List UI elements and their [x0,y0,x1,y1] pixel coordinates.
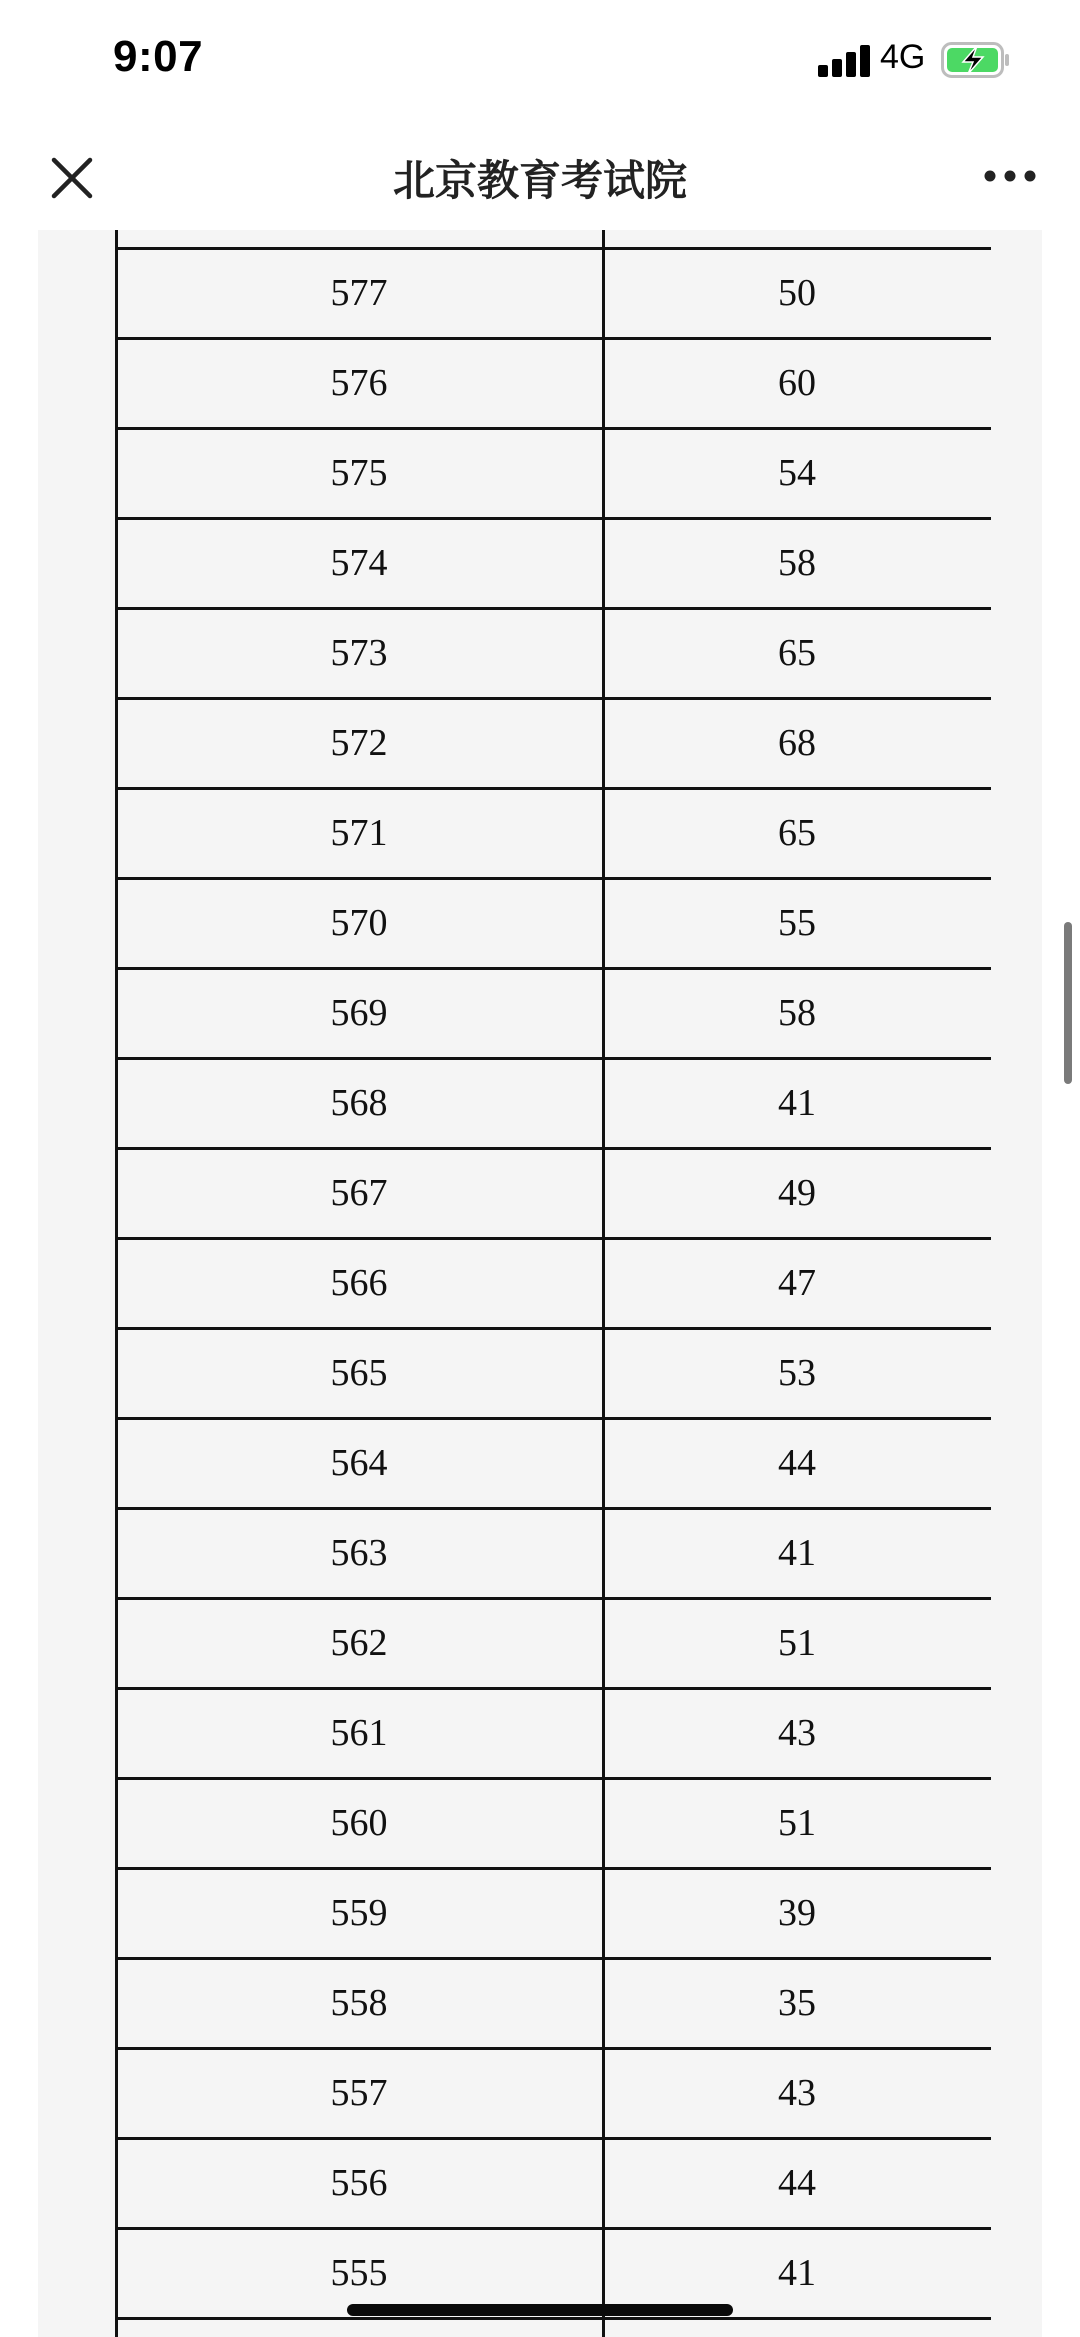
count-cell: 44 [778,1442,816,1484]
count-cell: 65 [778,632,816,674]
count-cell: 55 [778,902,816,944]
table-row [115,1960,991,2050]
score-cell: 573 [330,632,388,674]
count-cell: 68 [778,722,816,764]
table-row [115,1420,991,1510]
score-cell: 574 [330,542,388,584]
score-cell [115,230,603,247]
table-row [115,340,991,430]
table-row [115,430,991,520]
table-row [115,790,991,880]
table-row [115,1240,991,1330]
table-row [115,230,991,250]
score-cell: 567 [330,1172,388,1214]
count-cell: 41 [778,2252,816,2294]
count-cell: 51 [778,1622,816,1664]
table-row [115,1060,991,1150]
score-cell: 568 [330,1082,388,1124]
score-cell: 571 [330,812,388,854]
count-cell [603,230,991,247]
score-cell: 576 [330,362,388,404]
count-cell: 39 [778,1892,816,1934]
table-row [115,880,991,970]
page-title: 北京教育考试院 [392,156,687,205]
count-cell: 54 [778,452,816,494]
count-cell: 60 [778,362,816,404]
table-row [115,1510,991,1600]
score-cell [115,2320,603,2337]
navigation-bar [0,120,1080,230]
table-row [115,520,991,610]
table-row [115,1330,991,1420]
table-row [115,1780,991,1870]
page-content[interactable] [38,230,1042,2337]
score-cell: 565 [330,1352,388,1394]
status-time: 9:07 [113,32,204,81]
count-cell: 49 [778,1172,816,1214]
score-cell: 560 [330,1802,388,1844]
network-type: 4G [880,38,926,76]
status-bar [0,0,1080,120]
score-cell: 577 [330,272,388,314]
table-row [115,1870,991,1960]
count-cell: 41 [778,1082,816,1124]
table-row [115,1600,991,1690]
score-cell: 562 [330,1622,388,1664]
more-icon [982,164,1038,188]
count-cell [603,2320,991,2337]
count-cell: 43 [778,1712,816,1754]
count-cell: 51 [778,1802,816,1844]
score-cell: 569 [330,992,388,1034]
count-cell: 50 [778,272,816,314]
count-cell: 58 [778,542,816,584]
score-cell: 570 [330,902,388,944]
table-row [115,1690,991,1780]
cellular-signal-icon [818,43,870,77]
table-row [115,970,991,1060]
count-cell: 41 [778,1532,816,1574]
count-cell: 47 [778,1262,816,1304]
count-cell: 58 [778,992,816,1034]
score-cell: 563 [330,1532,388,1574]
home-indicator[interactable] [347,2304,733,2316]
count-cell: 43 [778,2072,816,2114]
scrollbar[interactable] [1064,922,1072,1084]
battery-charging-icon [941,42,1011,78]
score-cell: 555 [330,2252,388,2294]
score-cell: 559 [330,1892,388,1934]
table-row [115,2050,991,2140]
count-cell: 65 [778,812,816,854]
score-cell: 561 [330,1712,388,1754]
table-row [115,700,991,790]
table-row [115,610,991,700]
table-row [115,1150,991,1240]
score-cell: 575 [330,452,388,494]
count-cell: 35 [778,1982,816,2024]
table-row [115,2140,991,2230]
score-cell: 557 [330,2072,388,2114]
score-cell: 566 [330,1262,388,1304]
score-cell: 558 [330,1982,388,2024]
count-cell: 53 [778,1352,816,1394]
score-cell: 564 [330,1442,388,1484]
score-cell: 572 [330,722,388,764]
count-cell: 44 [778,2162,816,2204]
score-cell: 556 [330,2162,388,2204]
table-row [115,250,991,340]
more-button[interactable] [982,164,1038,188]
table-row [115,2320,991,2337]
